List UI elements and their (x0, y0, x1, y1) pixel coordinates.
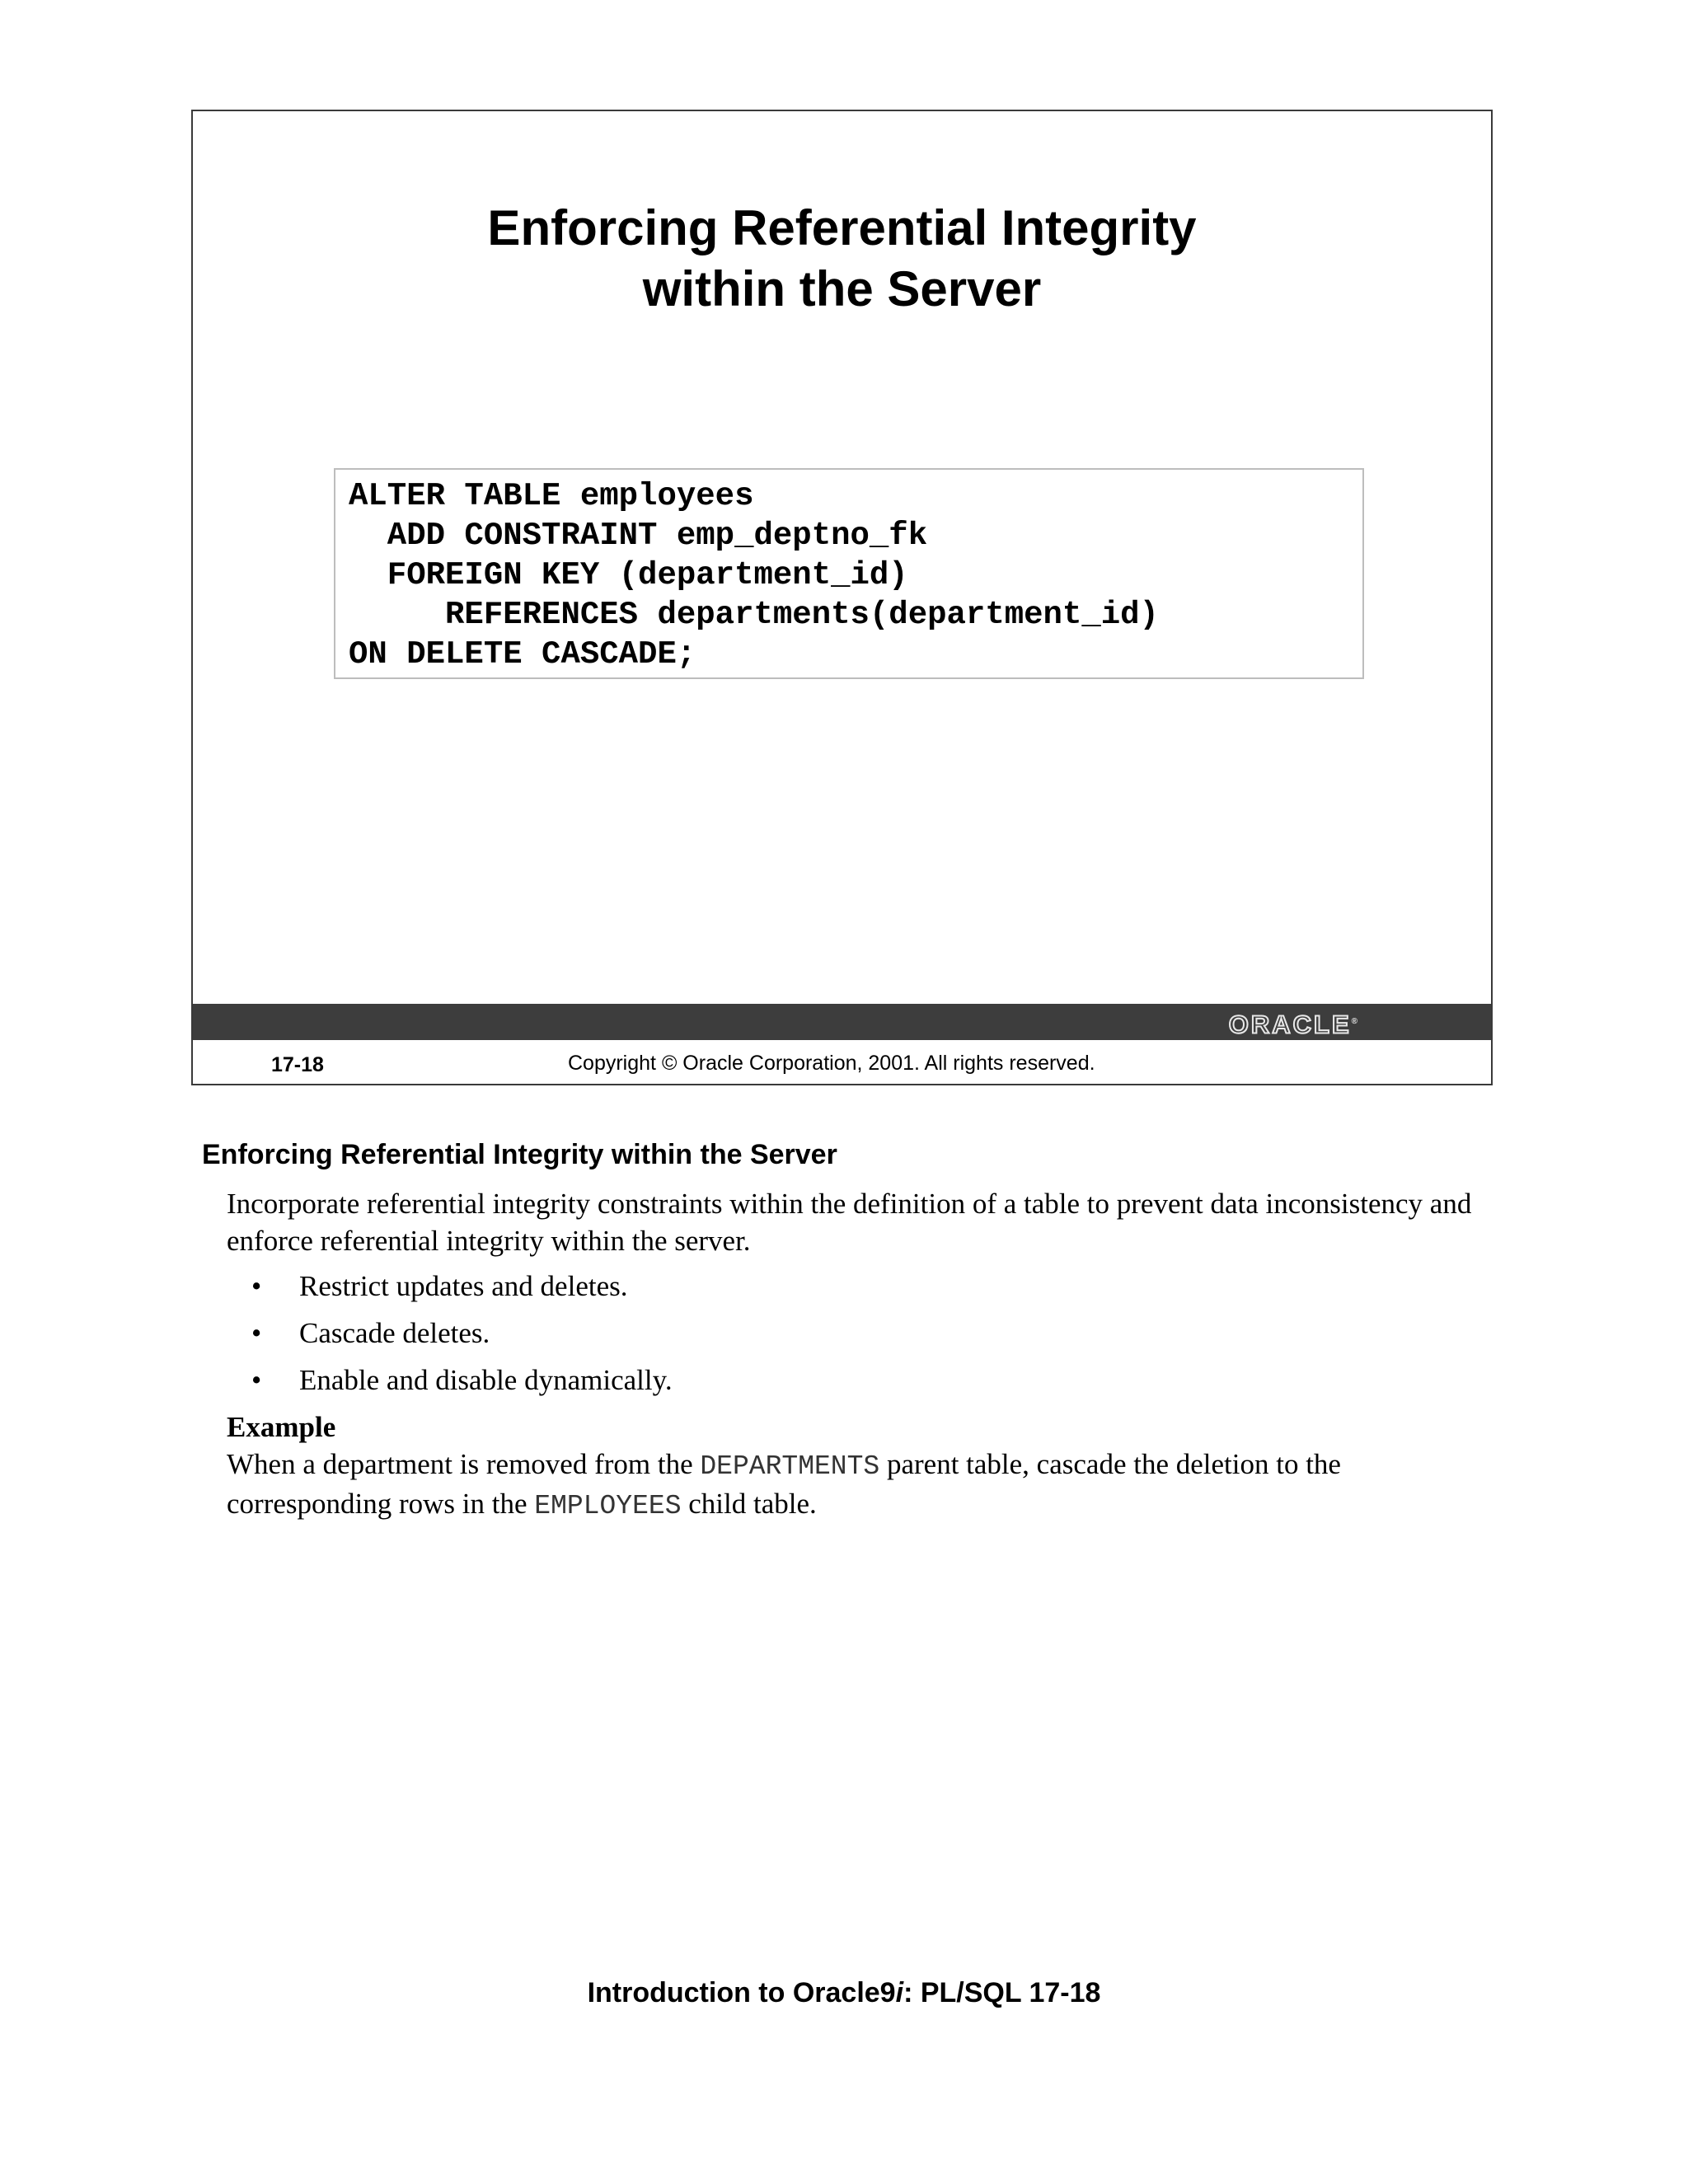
list-item (227, 1268, 1496, 1305)
departments-table-name: DEPARTMENTS (700, 1451, 880, 1482)
slide-title-line-1: Enforcing Referential Integrity (487, 200, 1197, 255)
notes-intro: Incorporate referential integrity constraints within the definition of a table to prevent data inconsistency and enforce referential integrity within the server. (227, 1188, 1472, 1257)
slide-title (193, 198, 1491, 320)
notes-body (227, 1185, 1496, 1525)
code-block (334, 468, 1364, 679)
list-item-text: Cascade deletes. (299, 1317, 490, 1349)
list-item-text: Restrict updates and deletes. (299, 1270, 628, 1302)
list-item (227, 1361, 1496, 1399)
slide-footer-bar (193, 1004, 1491, 1040)
code-line: FOREIGN KEY (department_id) (349, 557, 908, 593)
list-item-text: Enable and disable dynamically. (299, 1364, 673, 1396)
notes-heading: Enforcing Referential Integrity within the Server (202, 1139, 837, 1170)
code-line: ALTER TABLE employees (349, 478, 754, 514)
example-heading: Example (227, 1411, 336, 1443)
code-line: REFERENCES departments(department_id) (349, 597, 1159, 633)
slide-number: 17-18 (271, 1053, 324, 1076)
employees-table-name: EMPLOYEES (534, 1491, 682, 1521)
slide-title-line-2: within the Server (642, 261, 1042, 316)
bullet-icon: • (251, 1364, 262, 1396)
code-line: ON DELETE CASCADE; (349, 636, 696, 673)
bullet-icon: • (251, 1270, 262, 1302)
bullet-list (227, 1268, 1496, 1399)
footer-italic: i (895, 1977, 904, 2008)
page-footer: Introduction to Oracle9i: PL/SQL 17-18 (587, 1977, 1101, 2008)
oracle-logo: ORACLE® (1228, 1010, 1357, 1039)
bullet-icon: • (251, 1317, 262, 1349)
list-item (227, 1315, 1496, 1352)
slide-frame (191, 110, 1493, 1085)
copyright-notice: Copyright © Oracle Corporation, 2001. All rights reserved. (568, 1052, 1095, 1075)
code-line: ADD CONSTRAINT emp_deptno_fk (349, 518, 928, 554)
example-paragraph: When a department is removed from the DEPARTMENTS parent table, cascade the deletion to the corresponding rows in the EMPLOYEES child table. (227, 1448, 1341, 1521)
